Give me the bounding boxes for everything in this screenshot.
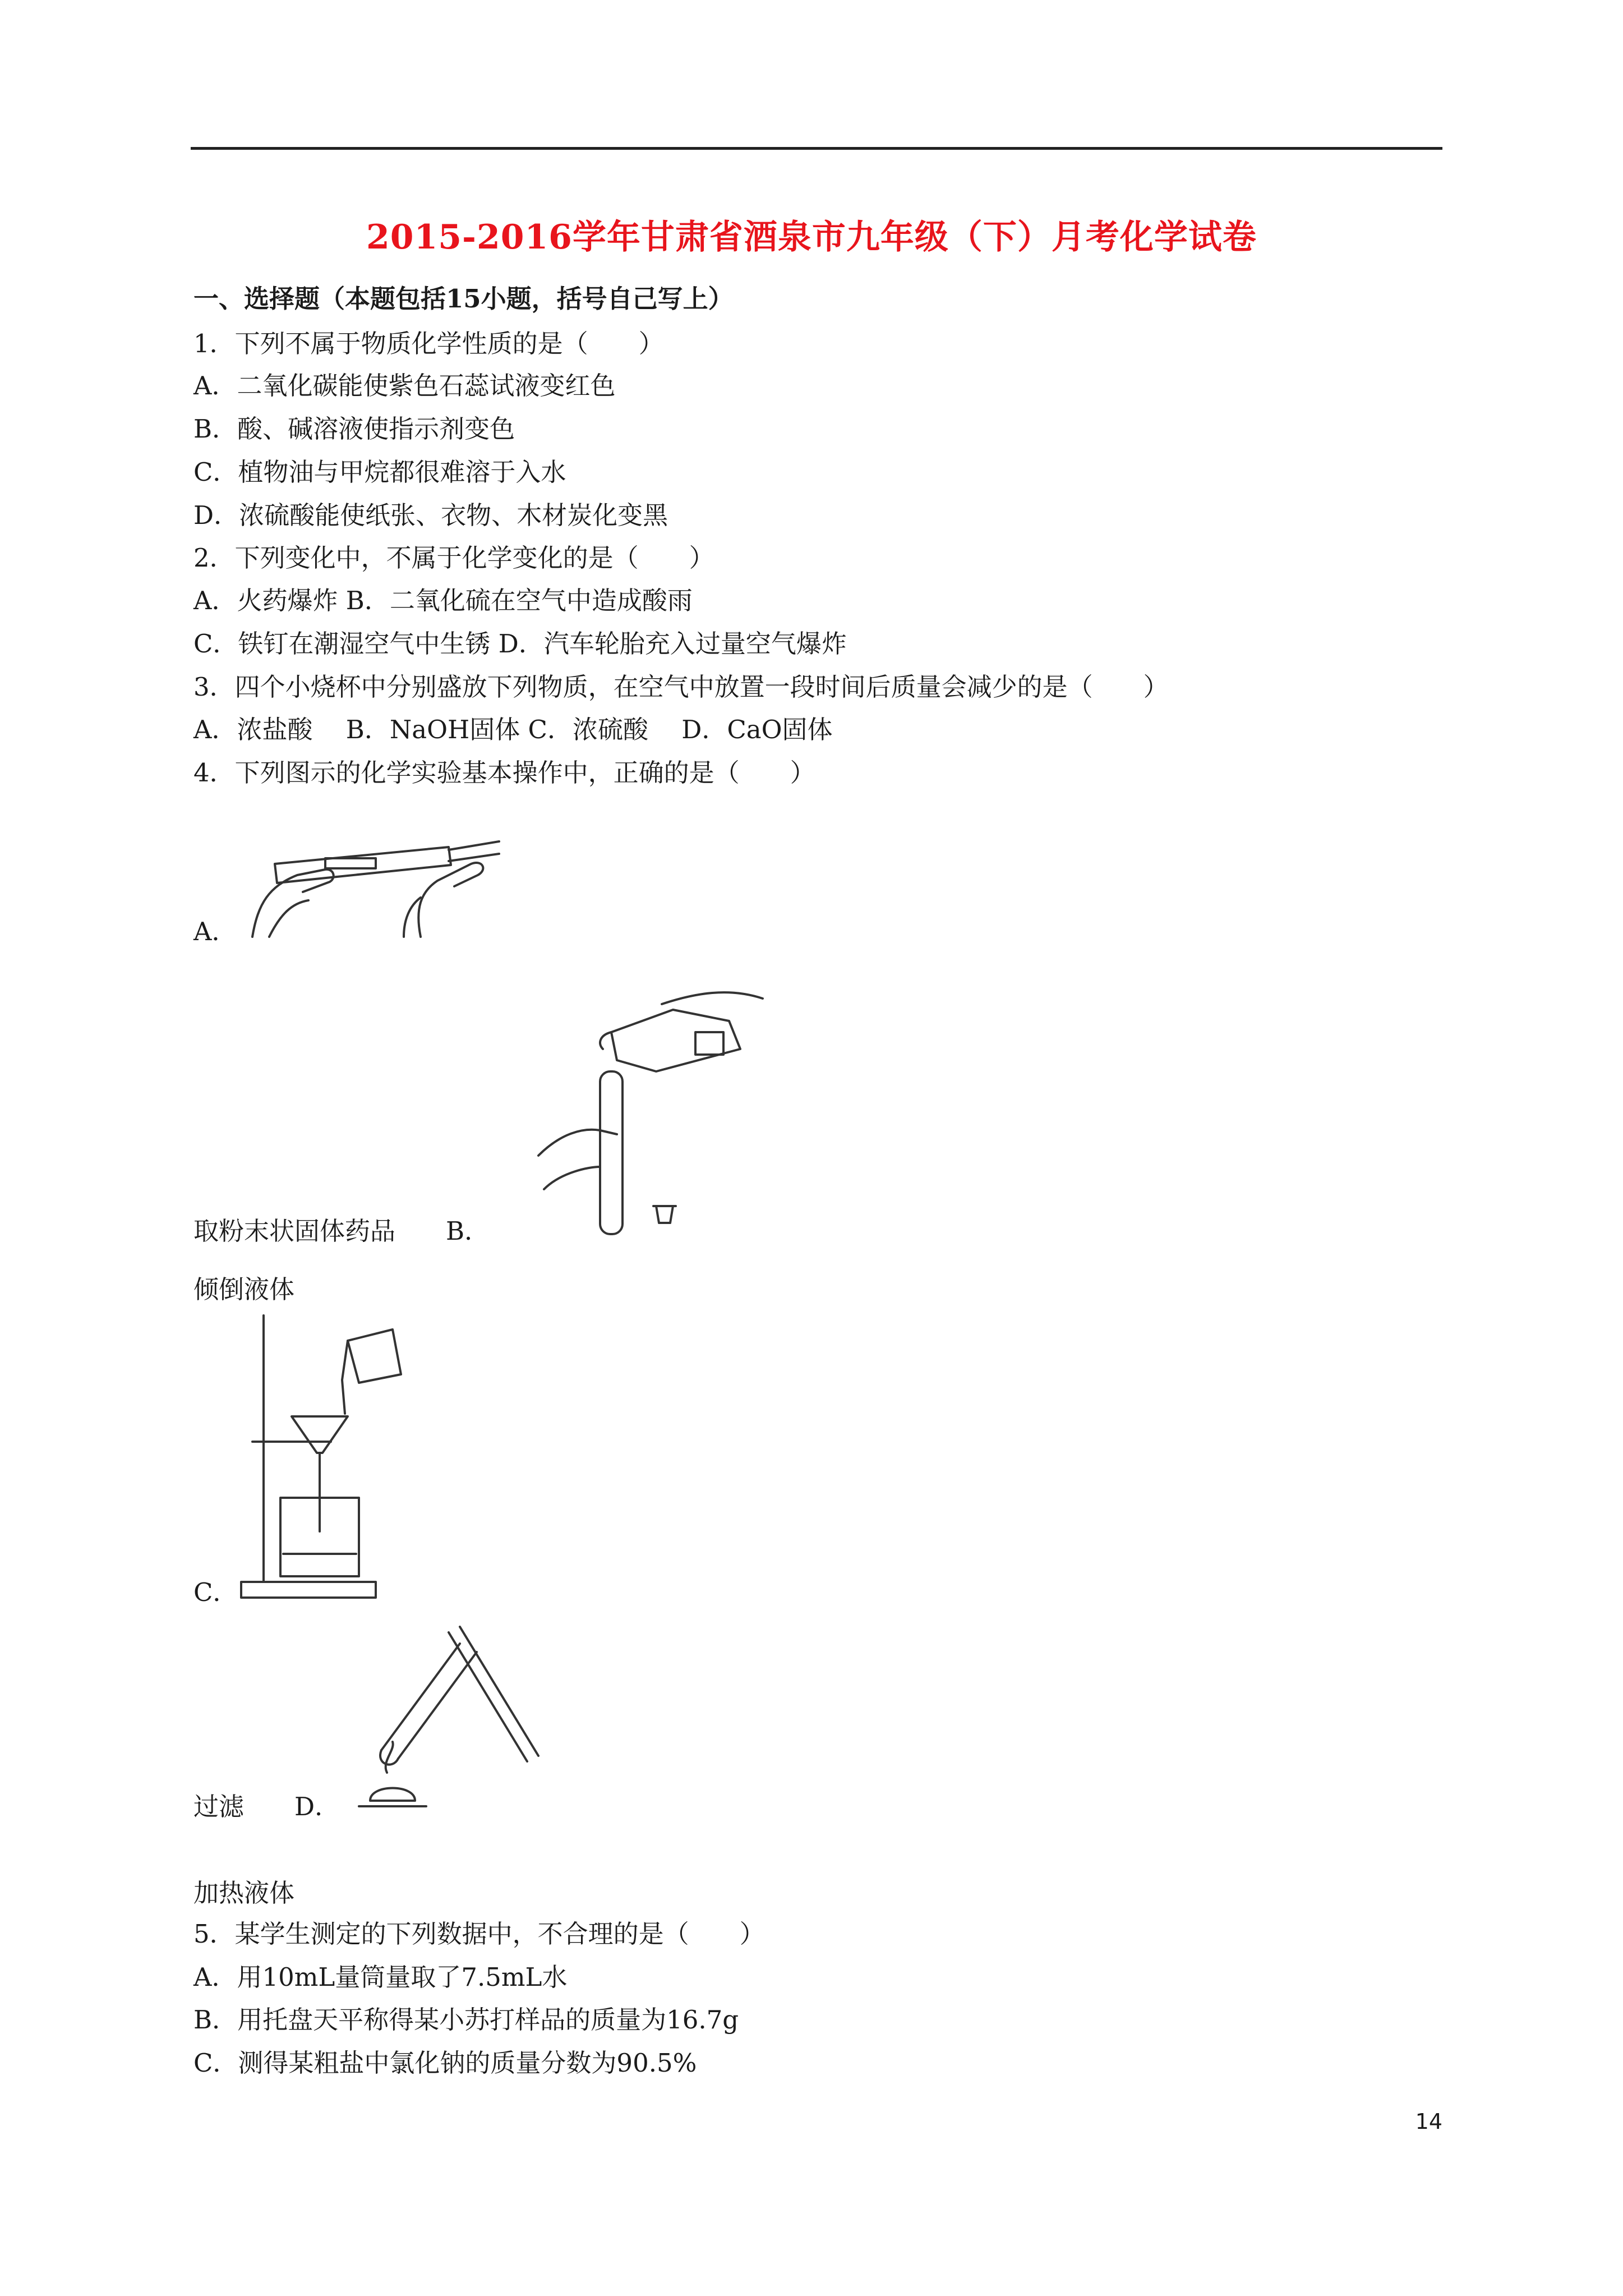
- q1-option-a: A．二氧化碳能使紫色石蕊试液变红色: [193, 371, 616, 401]
- heating-liquid-figure: [348, 1621, 561, 1823]
- q4-caption-c-and-d-label: 过滤 D．: [193, 1792, 340, 1821]
- q2-stem: 2．下列变化中，不属于化学变化的是（ ）: [193, 543, 714, 573]
- q4-stem: 4．下列图示的化学实验基本操作中，正确的是（ ）: [193, 758, 815, 788]
- q3-stem: 3．四个小烧杯中分别盛放下列物质，在空气中放置一段时间后质量会减少的是（ ）: [193, 672, 1169, 702]
- q5-option-a: A．用10mL量筒量取了7.5mL水: [193, 1962, 568, 1992]
- q5-option-b: B．用托盘天平称得某小苏打样品的质量为16.7g: [193, 2005, 739, 2035]
- q3-options: A．浓盐酸 B．NaOH固体 C．浓硫酸 D．CaO固体: [193, 715, 833, 744]
- q5-option-c: C．测得某粗盐中氯化钠的质量分数为90.5%: [193, 2048, 697, 2078]
- q2-options-ab: A．火药爆炸 B．二氧化硫在空气中造成酸雨: [193, 586, 693, 615]
- q4-option-c-label: C．: [193, 1577, 238, 1607]
- q4-caption-b: 倾倒液体: [193, 1274, 295, 1304]
- q4-option-a-label: A．: [193, 917, 237, 946]
- section-heading: 一、选择题（本题包括15小题，括号自己写上）: [193, 284, 734, 314]
- page-number: 14: [1415, 2109, 1442, 2134]
- header-rule: [191, 147, 1442, 150]
- q1-option-c: C．植物油与甲烷都很难溶于入水: [193, 457, 566, 487]
- filtration-figure: [224, 1313, 437, 1604]
- q1-option-d: D．浓硫酸能使纸张、衣物、木材炭化变黑: [193, 500, 668, 530]
- powder-in-test-tube-figure: [236, 808, 505, 942]
- q5-stem: 5．某学生测定的下列数据中，不合理的是（ ）: [193, 1919, 765, 1949]
- q2-options-cd: C．铁钉在潮湿空气中生锈 D．汽车轮胎充入过量空气爆炸: [193, 629, 847, 659]
- q4-caption-d: 加热液体: [193, 1878, 295, 1908]
- q1-option-b: B．酸、碱溶液使指示剂变色: [193, 414, 515, 444]
- q1-stem: 1．下列不属于物质化学性质的是（ ）: [193, 329, 664, 358]
- q4-caption-a-and-b-label: 取粉末状固体药品 B．: [193, 1216, 490, 1246]
- page-title: 2015-2016学年甘肃省酒泉市九年级（下）月考化学试卷: [366, 218, 1257, 257]
- pouring-liquid-figure: [527, 987, 774, 1240]
